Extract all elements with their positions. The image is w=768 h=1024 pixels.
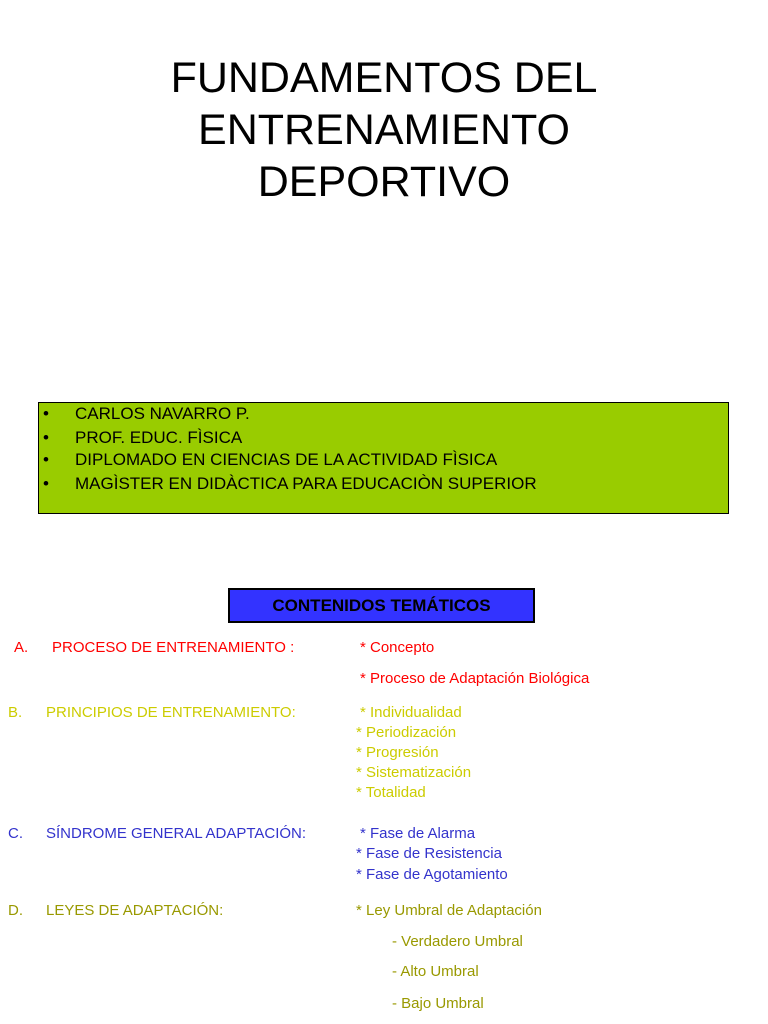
section-d-item: * Ley Umbral de Adaptación	[356, 902, 542, 919]
section-d-heading: LEYES DE ADAPTACIÓN:	[46, 902, 224, 919]
section-c-item: * Fase de Agotamiento	[356, 866, 508, 883]
title-line-3: DEPORTIVO	[257, 158, 511, 206]
bullet: •	[43, 428, 49, 447]
section-c-item: * Fase de Alarma	[360, 825, 476, 842]
section-d-subitem: - Bajo Umbral	[392, 995, 484, 1012]
section-b-item: * Sistematización	[356, 764, 472, 781]
section-a-item: * Proceso de Adaptación Biológica	[360, 670, 590, 687]
section-b-item: * Individualidad	[360, 704, 462, 721]
section-b-item: * Totalidad	[356, 784, 426, 801]
bullet: •	[43, 404, 49, 423]
section-b-letter: B.	[8, 704, 23, 721]
section-a-letter: A.	[14, 639, 29, 656]
contents-header: CONTENIDOS TEMÁTICOS	[228, 588, 535, 623]
section-a-item: * Concepto	[360, 639, 435, 656]
page-title	[0, 52, 768, 208]
section-a-heading: PROCESO DE ENTRENAMIENTO :	[52, 639, 295, 656]
author-name: CARLOS NAVARRO P.	[75, 404, 250, 423]
section-d-letter: D.	[8, 902, 23, 919]
author-degree: PROF. EDUC. FÌSICA	[75, 428, 243, 447]
title-line-2: ENTRENAMIENTO	[198, 106, 570, 154]
author-info-box	[38, 402, 729, 514]
bullet: •	[43, 474, 49, 493]
section-d-subitem: - Alto Umbral	[392, 963, 479, 980]
section-d-subitem: - Verdadero Umbral	[392, 933, 523, 950]
bullet: •	[43, 450, 49, 469]
title-line-1: FUNDAMENTOS DEL	[170, 54, 598, 102]
author-master: MAGÌSTER EN DIDÀCTICA PARA EDUCACIÒN SUPERIOR	[75, 474, 537, 493]
section-c-item: * Fase de Resistencia	[356, 845, 502, 862]
author-diploma: DIPLOMADO EN CIENCIAS DE LA ACTIVIDAD FÌSICA	[75, 450, 498, 469]
section-b-heading: PRINCIPIOS DE ENTRENAMIENTO:	[46, 704, 296, 721]
section-c-letter: C.	[8, 825, 23, 842]
section-b-item: * Periodización	[356, 724, 457, 741]
section-b-item: * Progresión	[356, 744, 439, 761]
section-c-heading: SÍNDROME GENERAL ADAPTACIÓN:	[46, 825, 307, 842]
